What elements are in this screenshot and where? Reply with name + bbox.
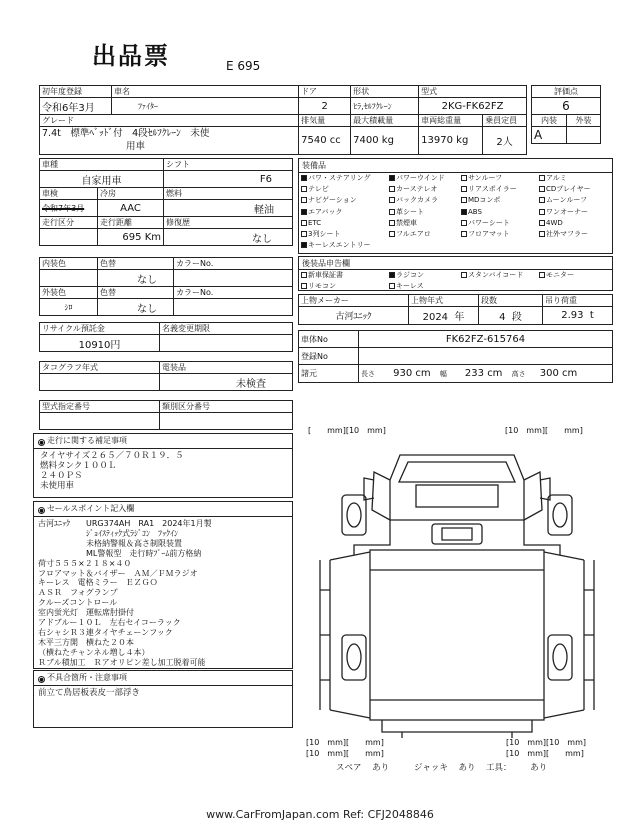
note-line: ２４０ＰＳ [40, 471, 83, 481]
mileage-unit: Km [144, 231, 161, 243]
equipment-item [461, 272, 523, 279]
model-label: 型式 [419, 86, 527, 98]
equipment-item [461, 220, 510, 227]
displacement-label: 排気量 [299, 115, 351, 127]
equipment-item-label: スタンバイコード [468, 271, 524, 279]
empty-box-icon [301, 220, 307, 226]
equipment-item-label: リモコン [308, 281, 336, 290]
empty-box-icon [389, 209, 395, 215]
truck-inspection-diagram [312, 440, 602, 740]
mileage-number: 695 [122, 231, 142, 243]
equipment-item [539, 175, 567, 182]
note-line: 古河ﾕﾆｯｸ URG374AH RA1 2024年1月製 [38, 519, 212, 528]
tread-bottom-left-2: [10 mm][ mm] [306, 749, 384, 758]
equipment-item-label: ワンオーナー [546, 207, 588, 216]
circle-marker-icon: ● [39, 440, 44, 446]
equipment-item [301, 283, 336, 290]
lift-label: 吊り荷重 [543, 295, 613, 307]
equipment-item-label: パワーウインド [396, 174, 445, 182]
max-load-unit: kg [381, 135, 394, 146]
equipment-item [461, 186, 517, 193]
note-line: 燃料タンク１００Ｌ [40, 461, 117, 471]
shift-label: シフト [164, 159, 293, 171]
lot-number: E 695 [226, 59, 261, 73]
equipment-item [301, 231, 340, 238]
equipment-item-label: テレビ [308, 185, 329, 194]
page-title: 出品票 [92, 42, 170, 70]
max-load-value [351, 127, 419, 155]
name-change-value [160, 335, 293, 352]
dims-value [359, 365, 613, 383]
equipment-item [539, 231, 588, 238]
equipment-item-label: 4WD [546, 218, 563, 227]
max-load-number: 7400 [353, 135, 379, 146]
int-color-change-value: なし [98, 270, 174, 287]
equipment-item-label: キーレスエントリー [308, 241, 371, 250]
int-color-no-value [174, 270, 293, 287]
capacity-label: 乗員定員 [483, 115, 527, 127]
empty-box-icon [461, 272, 467, 278]
sales-points-title-text: セールスポイント記入欄 [47, 504, 135, 513]
chassis-table [298, 330, 613, 383]
grade-line-1: 7.4t 標準ﾍﾞｯﾄﾞ付 4段ｾﾙﾌｸﾚｰﾝ 未使 [42, 127, 210, 139]
note-line: フロアマット＆バイザー ＡＭ／ＦＭラジオ [38, 568, 198, 578]
equipment-item-label: 革シート [396, 207, 424, 216]
ext-color-label: 外装色 [40, 287, 98, 299]
equipment-item-label: モニター [546, 271, 574, 279]
fuel-value: 軽油 [164, 200, 293, 217]
circle-marker-icon: ● [39, 508, 44, 514]
dims-label: 諸元 [299, 365, 359, 383]
reg-value [359, 348, 613, 365]
defects-lines [38, 688, 140, 698]
jack-value: あり [458, 763, 476, 773]
ext-color-change-label: 色替 [98, 287, 174, 299]
interior-score-label: 内装 [532, 115, 567, 127]
name-change-label: 名義変更期限 [160, 323, 293, 335]
vehicle-summary-table [39, 85, 527, 155]
max-load-label: 最大積載量 [351, 115, 419, 127]
equipment-item-label: 禁煙車 [396, 218, 417, 227]
ext-color-no-label: カラーNo. [174, 287, 293, 299]
equipment-item [539, 209, 588, 216]
name-label: 車名 [112, 86, 299, 98]
fuel-label: 燃料 [164, 188, 293, 200]
note-line: （横ねたチャンネル増し４本） [38, 647, 150, 657]
exterior-score-label: 外装 [567, 115, 601, 127]
equipment-item [539, 272, 574, 279]
repair-label: 修復歴 [164, 217, 293, 229]
body-maker-table [298, 294, 613, 325]
tread-bottom-left [306, 737, 384, 759]
note-line: 木平三方開 横ねた２０本 [38, 637, 134, 647]
empty-box-icon [389, 197, 395, 203]
tread-top-left: [ mm][10 mm] [308, 426, 386, 435]
post-equipment-box [298, 256, 613, 291]
equipment-item-label: 社外マフラー [546, 230, 588, 238]
equipment-item-label: ムーンルーフ [546, 196, 587, 205]
type-number-table [39, 400, 293, 430]
driving-notes-lines [40, 451, 184, 491]
driving-notes-box [33, 433, 293, 498]
equipment-item [389, 220, 417, 227]
note-line: 前立て鳥居板表皮一部浮き [38, 688, 141, 698]
equipment-item-label: 新車保証書 [308, 271, 343, 279]
circle-marker-icon: ● [39, 677, 44, 683]
repair-value: なし [164, 229, 293, 246]
kind-value: 自家用車 [40, 171, 164, 188]
note-line: 未格納警報＆高さ制限装置 [38, 538, 182, 548]
equipment-item-label: CDプレイヤー [546, 185, 591, 194]
equipment-item [301, 220, 321, 227]
equipment-item [539, 220, 563, 227]
empty-box-icon [539, 175, 545, 181]
equipment-item [539, 186, 591, 193]
note-line: 未使用車 [40, 481, 75, 491]
equipment-item-label: MDコンポ [468, 196, 501, 205]
grade-label: グレード [40, 115, 299, 127]
stages-value [479, 307, 543, 325]
ext-color-no-value [174, 299, 293, 316]
note-line: クルーズコントロール [38, 598, 118, 608]
ac-label: 冷房 [98, 188, 164, 200]
int-color-no-label: カラーNo. [174, 258, 293, 270]
defects-title-text: 不具合箇所・注意事項 [47, 673, 127, 682]
stages-unit: 段 [511, 312, 522, 323]
recycle-table [39, 322, 293, 352]
jack-info [414, 764, 476, 773]
first-reg-label: 初年度登録 [40, 86, 112, 98]
equipment-item-label: エアバック [308, 207, 343, 216]
tread-bottom-left-1: [10 mm][ mm] [306, 738, 384, 747]
equipment-item [301, 186, 329, 193]
tread-bottom-right-2: [10 mm][ mm] [506, 749, 584, 758]
ecu-label: 電装品 [160, 362, 293, 374]
tread-top-right: [10 mm][ mm] [505, 426, 583, 435]
capacity-value: 2人 [483, 127, 527, 155]
note-line: タイヤサイズ２６５／７０Ｒ１９．５ [40, 451, 184, 461]
equipment-item [301, 272, 343, 279]
empty-box-icon [539, 220, 545, 226]
equipment-item [389, 175, 445, 182]
empty-box-icon [389, 231, 395, 237]
score-label: 評価点 [532, 86, 601, 98]
equipment-item [389, 197, 438, 204]
empty-box-icon [301, 283, 307, 289]
gross-weight-value [419, 127, 483, 155]
body-maker-label: 上物メーカー [299, 295, 409, 307]
body-year-unit: 年 [454, 312, 465, 323]
mileage-type-value [40, 229, 98, 246]
equipment-item-label: ETC [308, 218, 322, 227]
displacement-number: 7540 [301, 135, 327, 146]
driving-notes-title-text: 走行に関する補足事項 [47, 436, 127, 445]
shape-label: 形状 [351, 86, 419, 98]
ecu-value: 未検査 [160, 374, 293, 391]
note-line: ｼﾞｮｲｽﾃｨｯｸ式ﾗｼﾞｺﾝ ﾌｯｸｲﾝ [38, 528, 178, 538]
height-label: 高さ [511, 370, 526, 378]
ext-color-change-value: なし [98, 299, 174, 316]
inspection-label: 車検 [40, 188, 98, 200]
shift-value: F6 [164, 171, 293, 188]
note-line: ＡＳＲ フォグランプ [38, 588, 118, 598]
chassis-value: FK62FZ-615764 [359, 331, 613, 348]
int-color-change-label: 色替 [98, 258, 174, 270]
inspection-value: 令和7年3月 [40, 200, 98, 217]
doors-label: ドア [299, 86, 351, 98]
equipment-box [298, 158, 613, 254]
height-value: 300 [539, 368, 559, 379]
note-line: ML警報型 走行時ﾌﾞｰﾑ前方格納 [38, 548, 202, 558]
empty-box-icon [539, 272, 545, 278]
empty-box-icon [301, 231, 307, 237]
class-no-value [160, 413, 293, 430]
interior-score-value: A [532, 127, 567, 144]
note-line: Ｒブル積加工 Ｒアオリピン差し加工脱着可能 [38, 657, 206, 667]
defects-title [38, 674, 127, 683]
equipment-item-label: フロアマット [468, 230, 510, 238]
stages-number: 4 [499, 312, 506, 323]
equipment-item [461, 209, 482, 216]
ext-color-value: ｼﾛ [40, 299, 98, 316]
tools-label: 工具 [486, 763, 504, 773]
spare-value: あり [372, 763, 390, 773]
sales-points-title [38, 505, 134, 514]
body-maker-value: 古河ﾕﾆｯｸ [299, 307, 409, 325]
tread-bottom-right-1: [10 mm][10 mm] [506, 738, 587, 747]
checked-box-icon [301, 209, 307, 215]
tacho-value [40, 374, 160, 391]
doors-value: 2 [299, 98, 351, 115]
class-no-label: 類別区分番号 [160, 401, 293, 413]
empty-box-icon [301, 186, 307, 192]
displacement-value [299, 127, 351, 155]
equipment-item [389, 272, 424, 279]
equipment-item [389, 231, 431, 238]
gross-weight-unit: kg [456, 135, 469, 146]
checked-box-icon [301, 175, 307, 181]
displacement-unit: cc [329, 135, 341, 146]
body-year-number: 2024 [422, 312, 449, 323]
int-color-label: 内装色 [40, 258, 98, 270]
grade-value [40, 127, 299, 155]
sales-points-lines [38, 519, 212, 668]
equipment-item [389, 186, 437, 193]
checked-box-icon [461, 209, 467, 215]
empty-box-icon [539, 197, 545, 203]
equipment-item-label: アルミ [546, 174, 567, 182]
equipment-item-label: ABS [468, 207, 482, 216]
width-unit: cm [487, 368, 503, 379]
equipment-item [301, 197, 357, 204]
reg-label: 登録No [299, 348, 359, 365]
length-label: 長さ [361, 370, 375, 378]
width-value: 233 [464, 368, 484, 379]
source-watermark: www.CarFromJapan.com Ref: CFJ2048846 [206, 808, 434, 821]
checked-box-icon [389, 272, 395, 278]
type-no-value [40, 413, 160, 430]
vehicle-detail-table [39, 158, 293, 246]
shape-value: ﾋﾗ,ｾﾙﾌｸﾚｰﾝ [351, 98, 419, 115]
recycle-value: 10910円 [40, 335, 160, 352]
tools-value: あり [530, 763, 548, 773]
driving-notes-title [38, 437, 127, 446]
note-line: 室内蛍光灯 運転席肘掛付 [38, 608, 134, 618]
empty-box-icon [461, 220, 467, 226]
equipment-item-label: フルエアロ [396, 230, 431, 238]
type-no-label: 型式指定番号 [40, 401, 160, 413]
empty-box-icon [539, 231, 545, 237]
lift-unit: t [589, 310, 594, 321]
kind-label: 車種 [40, 159, 164, 171]
empty-box-icon [389, 220, 395, 226]
body-year-label: 上物年式 [409, 295, 479, 307]
empty-box-icon [301, 197, 307, 203]
equipment-item [461, 175, 502, 182]
equipment-item-label: リアスポイラー [468, 185, 517, 194]
empty-box-icon [461, 231, 467, 237]
equipment-item [461, 231, 510, 238]
checked-box-icon [301, 242, 307, 248]
empty-box-icon [301, 272, 307, 278]
length-unit: cm [415, 368, 431, 379]
height-unit: cm [562, 368, 578, 379]
equipment-item [301, 175, 370, 182]
note-line: アドブルー１０Ｌ 左右セイコーラック [38, 618, 181, 628]
grade-line-2: 用車 [126, 140, 146, 152]
mileage-type-label: 走行区分 [40, 217, 98, 229]
equipment-item [301, 209, 342, 216]
equipment-item-label: キーレス [396, 281, 424, 290]
equipment-item [461, 197, 500, 204]
equipment-item-label: パワ・ステアリング [308, 174, 371, 182]
equipment-item [389, 283, 424, 290]
score-table [531, 85, 601, 144]
equipment-title: 装備品 [302, 161, 326, 170]
stages-label: 段数 [479, 295, 543, 307]
empty-box-icon [461, 175, 467, 181]
sales-points-box [33, 501, 293, 669]
equipment-item [539, 197, 587, 204]
empty-box-icon [461, 186, 467, 192]
lift-number: 2.93 [561, 310, 584, 321]
note-line: 荷寸５５５×２１８×４０ [38, 558, 132, 568]
gross-weight-number: 13970 [421, 135, 453, 146]
car-name-value: ﾌｧｲﾀｰ [112, 98, 299, 115]
first-reg-value: 令和6年3月 [40, 98, 112, 115]
recycle-label: リサイクル預託金 [40, 323, 160, 335]
empty-box-icon [539, 186, 545, 192]
equipment-item [389, 209, 424, 216]
model-value: 2KG-FK62FZ [419, 98, 527, 115]
length-value: 930 [393, 368, 413, 379]
spare-tire-info [336, 764, 389, 773]
equipment-item-label: ナビゲーション [308, 196, 357, 205]
tread-bottom-right [506, 737, 586, 759]
mileage-label: 走行距離 [98, 217, 164, 229]
body-year-value [409, 307, 479, 325]
note-line: 右シャシＲ３連タイヤチェーンフック [38, 627, 173, 637]
width-label: 幅 [439, 370, 447, 378]
spare-label: スペア [336, 763, 362, 773]
tools-info: 工具： あり [486, 763, 548, 773]
ac-value: AAC [98, 200, 164, 217]
defects-box [33, 670, 293, 728]
empty-box-icon [389, 186, 395, 192]
int-color-value [40, 270, 98, 287]
exterior-score-value [567, 127, 601, 144]
equipment-item-label: サンルーフ [468, 174, 503, 182]
tacho-label: タコグラフ年式 [40, 362, 160, 374]
score-value: 6 [532, 98, 601, 115]
jack-label: ジャッキ [414, 763, 448, 773]
empty-box-icon [539, 209, 545, 215]
equipment-item-label: パワーシート [468, 218, 510, 227]
lift-value [543, 307, 613, 325]
equipment-item [301, 242, 371, 249]
equipment-item-label: 3列シート [308, 230, 341, 238]
chassis-label: 車体No [299, 331, 359, 348]
tacho-table [39, 361, 293, 391]
equipment-item-label: カーステレオ [396, 185, 438, 194]
equipment-item-label: バックカメラ [396, 196, 438, 205]
equipment-item-label: ラジコン [396, 271, 424, 279]
empty-box-icon [389, 283, 395, 289]
gross-weight-label: 車両総重量 [419, 115, 483, 127]
empty-box-icon [461, 197, 467, 203]
checked-box-icon [389, 175, 395, 181]
note-line: キーレス 電格ミラー ＥＺＧＯ [38, 578, 158, 588]
mileage-value [98, 229, 164, 246]
color-table [39, 257, 293, 316]
post-equipment-title: 後装品申告欄 [302, 259, 350, 268]
